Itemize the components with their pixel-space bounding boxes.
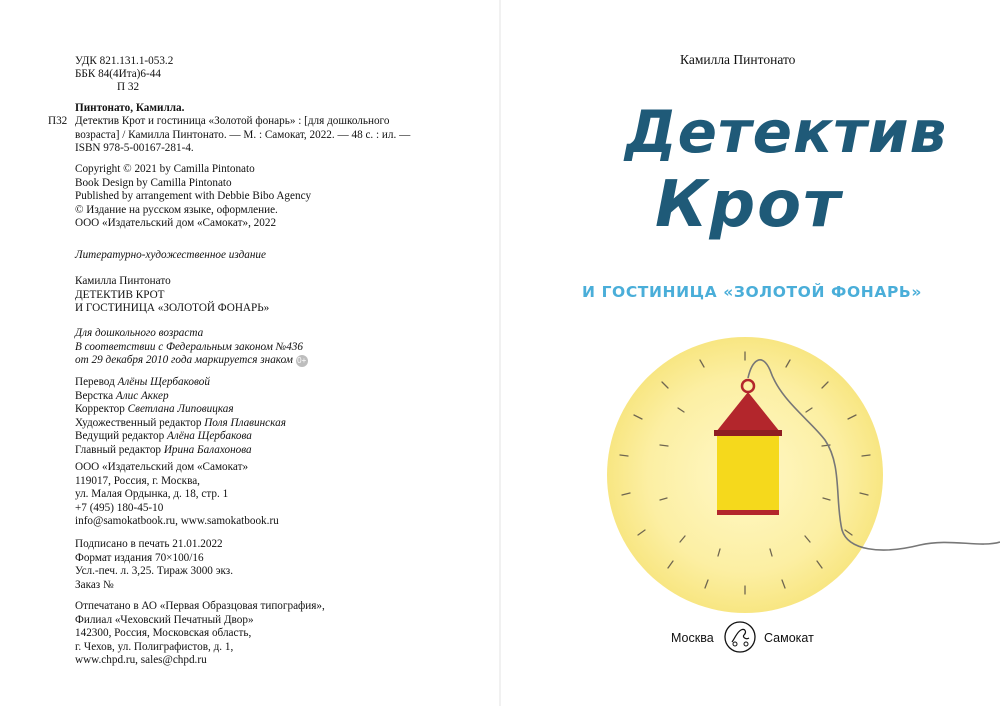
credit-line: Верстка Алис Аккер — [75, 389, 169, 402]
printer-line: 142300, Россия, Московская область, — [75, 627, 252, 640]
print-info-block — [75, 538, 233, 592]
author-code: П 32 — [117, 81, 140, 93]
copyright-line: Published by arrangement with Debbie Bibo Agency — [75, 190, 312, 203]
age-notice — [75, 327, 308, 368]
copyright-line: Book Design by Camilla Pintonato — [75, 176, 232, 189]
book-title: ДЕТЕКТИВ КРОТ — [75, 288, 165, 301]
bibliographic-description — [75, 115, 410, 156]
copyright-line: Copyright © 2021 by Camilla Pintonato — [75, 163, 255, 175]
copyright-line: ООО «Издательский дом «Самокат», 2022 — [75, 217, 277, 230]
age-notice-line: от 29 декабря 2010 года маркируется знаком — [75, 354, 293, 367]
author-heading: Пинтонато, Камилла. — [75, 102, 185, 114]
publisher-line: info@samokatbook.ru, www.samokatbook.ru — [75, 515, 279, 528]
title-line-1: Детектив — [625, 98, 948, 166]
printer-line: Отпечатано в АО «Первая Образцовая типография», — [75, 600, 325, 612]
publisher-line: +7 (495) 180-45-10 — [75, 501, 164, 514]
age-rating-badge: 0+ — [297, 355, 307, 365]
copyright-block — [75, 163, 311, 231]
bbk-line: ББК 84(4Ита)6-44 — [75, 68, 161, 80]
print-info-line: Заказ № — [75, 578, 114, 591]
lantern-illustration — [580, 330, 1000, 620]
publisher-line: ул. Малая Ордынка, д. 18, стр. 1 — [75, 488, 229, 501]
printer-line: г. Чехов, ул. Полиграфистов, д. 1, — [75, 640, 234, 653]
publisher-line: ООО «Издательский дом «Самокат» — [75, 461, 249, 473]
print-info-line: Подписано в печать 21.01.2022 — [75, 538, 223, 550]
lantern-body — [717, 436, 779, 510]
print-info-line: Усл.-печ. л. 3,25. Тираж 3000 экз. — [75, 565, 233, 578]
biblio-line: возраста] / Камилла Пинтонато. — М. : Самокат, 2022. — 48 с. : ил. — — [75, 128, 411, 141]
printer-line: Филиал «Чеховский Печатный Двор» — [75, 613, 254, 626]
publisher-line: 119017, Россия, г. Москва, — [75, 474, 200, 487]
publisher-block — [75, 461, 279, 529]
biblio-line: Детектив Крот и гостиница «Золотой фонарь» : [для дошкольного — [75, 115, 390, 127]
printer-block — [75, 600, 325, 668]
credit-line: Главный редактор Ирина Балахонова — [75, 443, 252, 456]
title-line-2: Крот — [655, 168, 843, 242]
samokat-logo-icon — [723, 620, 757, 654]
age-notice-line: Для дошкольного возраста — [75, 327, 204, 339]
author-code-margin: П32 — [48, 115, 68, 127]
credits-block — [75, 376, 286, 458]
credit-line: Корректор Светлана Липовицкая — [75, 403, 234, 416]
lantern-roof-edge — [714, 430, 782, 436]
lantern-base — [717, 510, 779, 515]
print-info-line: Формат издания 70×100/16 — [75, 551, 204, 564]
book-title-block — [75, 275, 269, 316]
age-notice-line: В соответствии с Федеральным законом №436 — [75, 340, 303, 353]
biblio-line: ISBN 978-5-00167-281-4. — [75, 142, 194, 155]
credit-line: Перевод Алёны Щербаковой — [75, 376, 210, 388]
udk-line: УДК 821.131.1-053.2 — [75, 55, 174, 67]
title-page-author: Камилла Пинтонато — [680, 52, 796, 67]
credit-line: Художественный редактор Поля Плавинская — [75, 416, 286, 429]
printer-line: www.chpd.ru, sales@chpd.ru — [75, 654, 207, 667]
book-author: Камилла Пинтонато — [75, 275, 171, 287]
book-title: И ГОСТИНИЦА «ЗОЛОТОЙ ФОНАРЬ» — [75, 302, 270, 315]
publisher-city: Москва — [671, 631, 714, 645]
copyright-line: © Издание на русском языке, оформление. — [75, 203, 278, 216]
subtitle: И ГОСТИНИЦА «ЗОЛОТОЙ ФОНАРЬ» — [582, 283, 922, 301]
publisher-name: Самокат — [764, 631, 814, 645]
credit-line: Ведущий редактор Алёна Щербакова — [75, 430, 252, 443]
edition-type: Литературно-художественное издание — [75, 249, 266, 261]
